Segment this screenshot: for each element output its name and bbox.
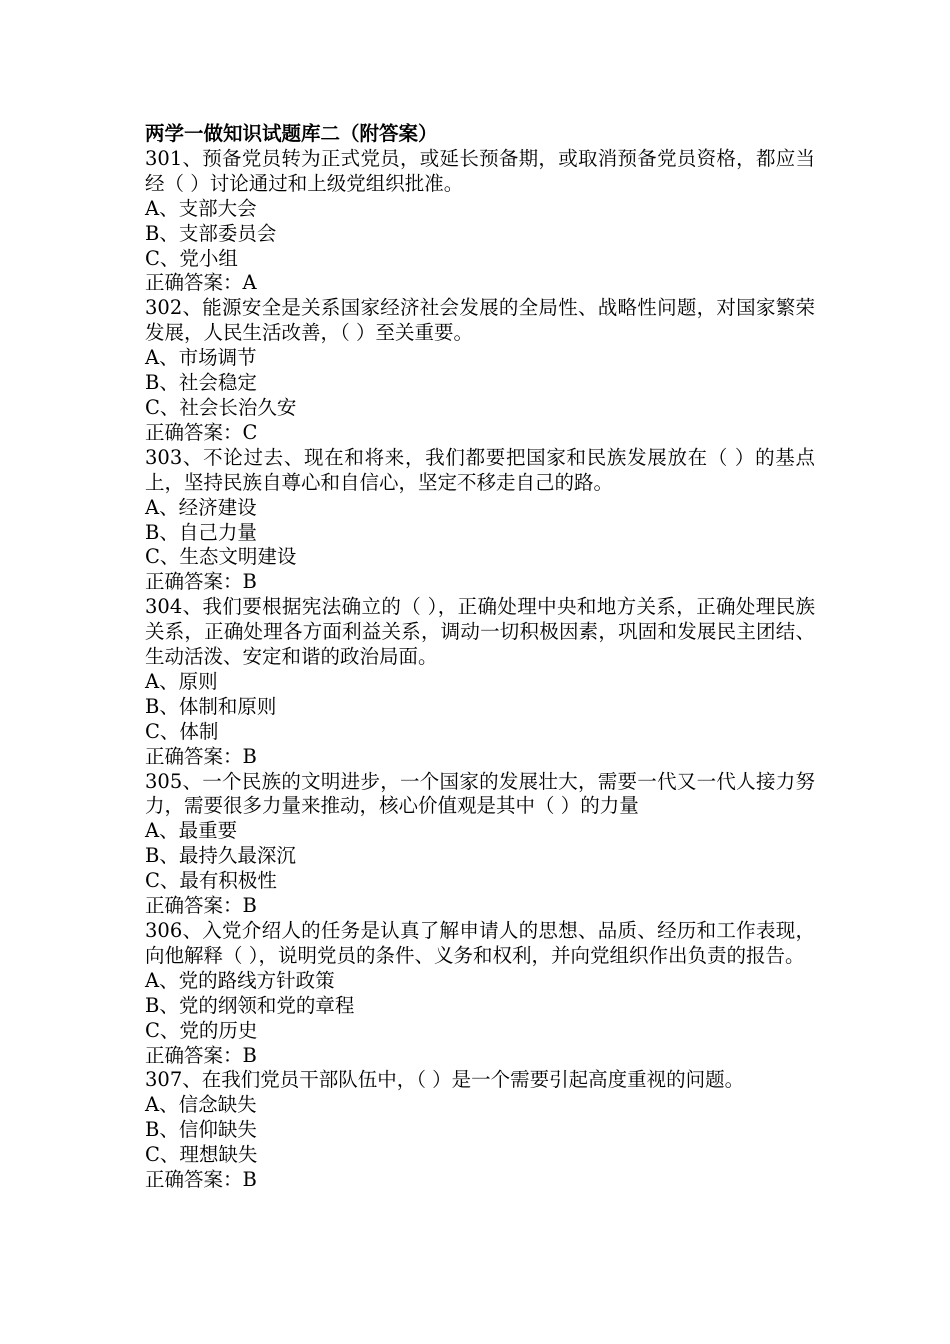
document-page: [145, 122, 815, 1193]
option-b: B、社会稳定: [145, 371, 257, 395]
option-a: A、原则: [145, 669, 218, 693]
question-item: [145, 296, 815, 445]
correct-answer: 正确答案：A: [145, 271, 257, 295]
question-text: 306、入党介绍人的任务是认真了解申请人的思想、品质、经历和工作表现，向他解释（ ），说明党员的条件、义务和权利，并向党组织作出负责的报告。: [145, 919, 815, 967]
option-a: A、最重要: [145, 819, 238, 843]
option-c: C、社会长治久安: [145, 395, 297, 419]
option-c: C、最有积极性: [145, 869, 277, 893]
option-a: A、市场调节: [145, 346, 257, 370]
option-a: A、信念缺失: [145, 1093, 257, 1117]
option-c: C、理想缺失: [145, 1143, 258, 1167]
question-item: [145, 1068, 815, 1193]
correct-answer: 正确答案：B: [145, 1168, 257, 1192]
question-item: [145, 446, 815, 595]
question-text: 307、在我们党员干部队伍中，（ ）是一个需要引起高度重视的问题。: [145, 1068, 745, 1092]
option-b: B、自己力量: [145, 520, 257, 544]
question-item: [145, 147, 815, 296]
option-a: A、支部大会: [145, 196, 257, 220]
correct-answer: 正确答案：B: [145, 570, 257, 594]
option-b: B、党的纲领和党的章程: [145, 993, 355, 1017]
option-c: C、生态文明建设: [145, 545, 297, 569]
question-item: [145, 919, 815, 1068]
option-c: C、党小组: [145, 246, 238, 270]
question-item: [145, 770, 815, 919]
option-b: B、支部委员会: [145, 221, 277, 245]
question-text: 305、一个民族的文明进步，一个国家的发展壮大，需要一代又一代人接力努力，需要很多力量来推动，核心价值观是其中（ ）的力量: [145, 769, 815, 818]
option-b: B、体制和原则: [145, 694, 277, 718]
option-a: A、经济建设: [145, 495, 257, 519]
option-a: A、党的路线方针政策: [145, 968, 335, 992]
question-text: 302、能源安全是关系国家经济社会发展的全局性、战略性问题，对国家繁荣发展，人民生活改善，（ ）至关重要。: [145, 296, 815, 345]
option-c: C、党的历史: [145, 1018, 258, 1042]
question-item: [145, 595, 815, 769]
question-text: 301、预备党员转为正式党员，或延长预备期，或取消预备党员资格，都应当经（ ）讨论通过和上级党组织批准。: [145, 146, 815, 195]
correct-answer: 正确答案：B: [145, 894, 257, 918]
question-text: 303、不论过去、现在和将来，我们都要把国家和民族发展放在（ ）的基点上，坚持民族自尊心和自信心，坚定不移走自己的路。: [145, 445, 815, 494]
correct-answer: 正确答案：B: [145, 744, 257, 768]
option-c: C、体制: [145, 719, 219, 743]
document-title: 两学一做知识试题库二（附答案）: [145, 122, 438, 145]
correct-answer: 正确答案：C: [145, 420, 258, 444]
option-b: B、最持久最深沉: [145, 844, 296, 868]
option-b: B、信仰缺失: [145, 1118, 257, 1142]
question-text: 304、我们要根据宪法确立的（ ），正确处理中央和地方关系，正确处理民族关系，正确处理各方面利益关系，调动一切积极因素，巩固和发展民主团结、生动活泼、安定和谐的政治局面。: [145, 595, 815, 669]
correct-answer: 正确答案：B: [145, 1043, 257, 1067]
